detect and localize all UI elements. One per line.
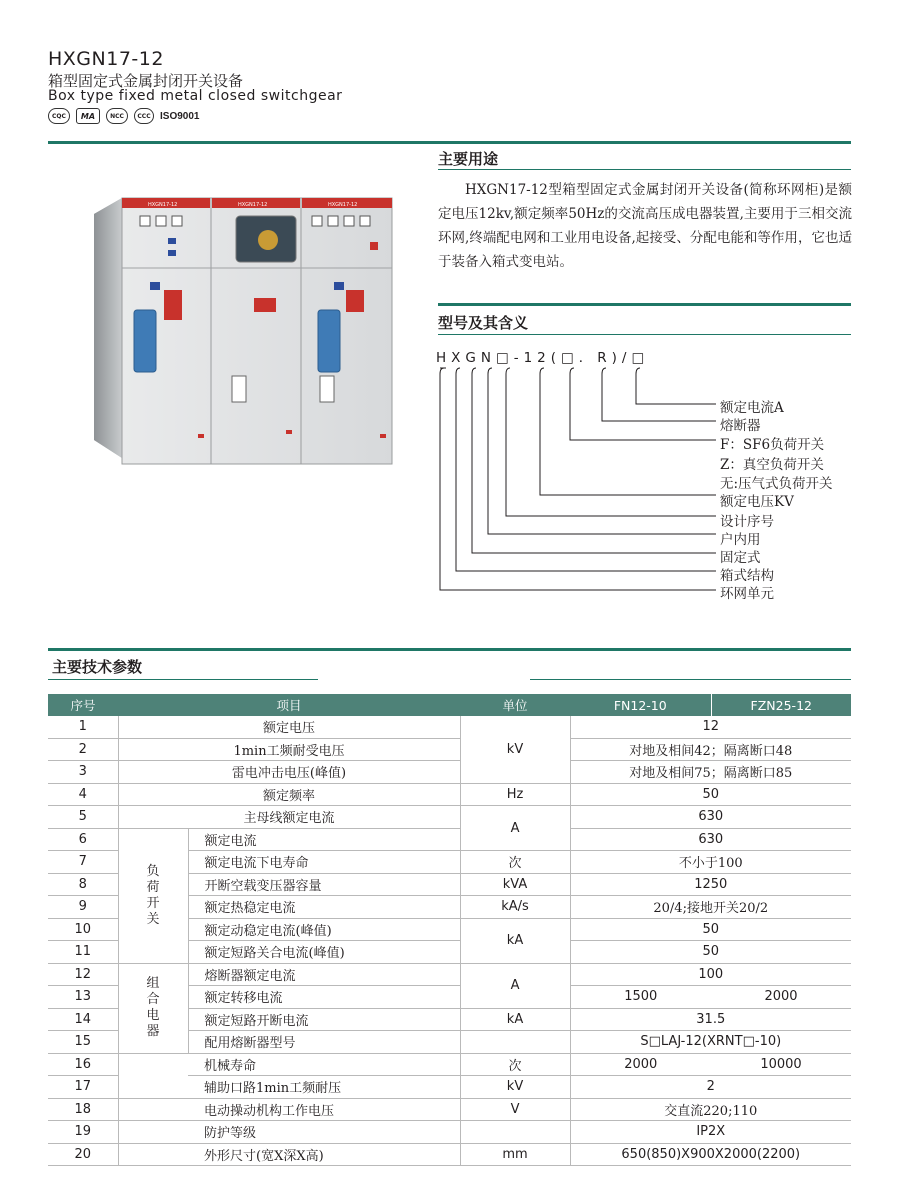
model-divider (438, 303, 851, 306)
certification-logos (48, 108, 199, 124)
product-title-en: Box type fixed metal closed switchgear (48, 88, 343, 104)
ncc-logo: NCC (106, 108, 128, 124)
row-item: 额定短路开断电流 (188, 1008, 460, 1031)
row-item: 额定频率 (118, 783, 460, 806)
specs-table (48, 694, 851, 1166)
row-value-fzn25: 2000 (711, 986, 851, 1009)
row-item: 防护等级 (188, 1121, 460, 1144)
row-item: 1min工频耐受电压 (118, 738, 460, 761)
row-item: 额定电压 (118, 716, 460, 738)
row-unit (460, 1031, 570, 1054)
row-value: 对地及相间42；隔离断口48 (570, 738, 851, 761)
row-value: 20/4;接地开关20/2 (570, 896, 851, 919)
row-item: 额定动稳定电流(峰值) (188, 918, 460, 941)
row-item: 开断空载变压器容量 (188, 873, 460, 896)
row-unit: kA (460, 1008, 570, 1031)
row-value: 对地及相间75；隔离断口85 (570, 761, 851, 784)
row-value: 650(850)X900X2000(2200) (570, 1143, 851, 1166)
row-item: 额定电流 (188, 828, 460, 851)
row-no: 6 (48, 828, 118, 851)
row-item: 外形尺寸(宽X深X高) (188, 1143, 460, 1166)
specs-underline-left (48, 679, 318, 680)
row-value: 31.5 (570, 1008, 851, 1031)
model-code: HXGN□-12(□．R)/□ (436, 350, 650, 366)
specs-divider (48, 648, 851, 651)
row-value: 50 (570, 941, 851, 964)
row-no: 5 (48, 806, 118, 829)
panel-label-3: HXGN17-12 (328, 202, 358, 208)
row-unit: 次 (460, 851, 570, 874)
row-no: 12 (48, 963, 118, 986)
row-no: 15 (48, 1031, 118, 1054)
row-no: 19 (48, 1121, 118, 1144)
model-heading: 型号及其含义 (438, 314, 529, 332)
row-no: 3 (48, 761, 118, 784)
model-code-connector-lines (430, 364, 730, 604)
row-item: 机械寿命 (188, 1053, 460, 1076)
row-item: 额定短路关合电流(峰值) (188, 941, 460, 964)
model-item-design-no: 设计序号 (720, 514, 774, 530)
table-row (48, 716, 851, 738)
row-value: IP2X (570, 1121, 851, 1144)
group-combined: 组合电器 (118, 963, 188, 1053)
product-model: HXGN17-12 (48, 48, 164, 70)
model-item-box: 箱式结构 (720, 568, 774, 584)
table-row (48, 783, 851, 806)
row-unit: V (460, 1098, 570, 1121)
table-row (48, 1076, 851, 1099)
row-unit: A (460, 806, 570, 851)
table-row (48, 1143, 851, 1166)
row-item: 额定电流下电寿命 (188, 851, 460, 874)
row-no: 17 (48, 1076, 118, 1099)
row-unit: kVA (460, 873, 570, 896)
table-row (48, 1121, 851, 1144)
usage-text: HXGN17-12型箱型固定式金属封闭开关设备(简称环网柜)是额定电压12kv,额定频率50Hz的交流高压成电器装置,主要用于三相交流环网,终端配电网和工业用电设备,起接受、分配电能和等作用，它也适于装备入箱式变电站。 (438, 182, 852, 270)
row-value-fzn25: 10000 (711, 1053, 851, 1076)
row-no: 20 (48, 1143, 118, 1166)
row-value-fn12: 1500 (570, 986, 711, 1009)
col-header-no: 序号 (48, 694, 118, 716)
col-header-fn12: FN12-10 (570, 694, 711, 716)
model-item-rated-current: 额定电流A (720, 400, 784, 416)
model-item-ring-unit: 环网单元 (720, 586, 774, 602)
row-no: 10 (48, 918, 118, 941)
row-value: 12 (570, 716, 851, 738)
row-no: 16 (48, 1053, 118, 1076)
row-no: 14 (48, 1008, 118, 1031)
col-header-fzn25: FZN25-12 (711, 694, 851, 716)
model-item-fuse: 熔断器 (720, 418, 761, 434)
model-item-vacuum: Z：真空负荷开关 (720, 457, 824, 473)
row-unit: kV (460, 716, 570, 783)
row-no: 18 (48, 1098, 118, 1121)
iso9001-logo: ISO9001 (160, 110, 200, 122)
panel-label-2: HXGN17-12 (238, 202, 268, 208)
cqc-logo: CQC (48, 108, 70, 124)
row-item: 配用熔断器型号 (188, 1031, 460, 1054)
switchgear-cabinet-image (90, 190, 400, 475)
table-row (48, 1053, 851, 1076)
model-item-indoor: 户内用 (720, 532, 761, 548)
model-underline (438, 334, 851, 335)
row-value: 交直流220;110 (570, 1098, 851, 1121)
model-item-air: 无:压气式负荷开关 (720, 476, 833, 492)
table-row (48, 828, 851, 851)
row-no: 7 (48, 851, 118, 874)
usage-heading: 主要用途 (438, 150, 499, 168)
table-row (48, 738, 851, 761)
table-row (48, 963, 851, 986)
row-unit: kA (460, 918, 570, 963)
row-item: 额定热稳定电流 (188, 896, 460, 919)
ccc-logo: CCC (134, 108, 154, 124)
specs-header-row (48, 694, 851, 716)
usage-underline (438, 169, 851, 170)
row-unit: kV (460, 1076, 570, 1099)
row-no: 13 (48, 986, 118, 1009)
row-value: 100 (570, 963, 851, 986)
specs-underline-right (530, 679, 851, 680)
model-item-fixed: 固定式 (720, 550, 761, 566)
row-value: 630 (570, 828, 851, 851)
row-unit: kA/s (460, 896, 570, 919)
row-unit: Hz (460, 783, 570, 806)
col-header-item: 项目 (118, 694, 460, 716)
row-unit: mm (460, 1143, 570, 1166)
table-row (48, 761, 851, 784)
row-value: 1250 (570, 873, 851, 896)
row-item: 主母线额定电流 (118, 806, 460, 829)
row-no: 11 (48, 941, 118, 964)
row-item: 雷电冲击电压(峰值) (118, 761, 460, 784)
row-no: 9 (48, 896, 118, 919)
row-value: 630 (570, 806, 851, 829)
row-value-fn12: 2000 (570, 1053, 711, 1076)
row-item: 电动操动机构工作电压 (188, 1098, 460, 1121)
row-unit (460, 1121, 570, 1144)
specs-heading: 主要技术参数 (52, 658, 143, 676)
col-header-unit: 单位 (460, 694, 570, 716)
row-item: 辅助口路1min工频耐压 (188, 1076, 460, 1099)
row-unit: 次 (460, 1053, 570, 1076)
model-item-sf6: F：SF6负荷开关 (720, 437, 825, 453)
row-no: 8 (48, 873, 118, 896)
row-no: 1 (48, 716, 118, 738)
row-value: S□LAJ-12(XRNT□-10) (570, 1031, 851, 1054)
table-row (48, 1098, 851, 1121)
row-item: 额定转移电流 (188, 986, 460, 1009)
row-value: 50 (570, 918, 851, 941)
row-value: 2 (570, 1076, 851, 1099)
row-item: 熔断器额定电流 (188, 963, 460, 986)
header-divider (48, 141, 851, 144)
row-value: 不小于100 (570, 851, 851, 874)
row-no: 2 (48, 738, 118, 761)
row-value: 50 (570, 783, 851, 806)
product-title-cn: 箱型固定式金属封闭开关设备 (48, 72, 244, 90)
row-unit: A (460, 963, 570, 1008)
row-no: 4 (48, 783, 118, 806)
model-item-rated-voltage: 额定电压KV (720, 494, 794, 510)
cma-logo: MA (76, 108, 100, 124)
group-load-switch: 负荷开关 (118, 828, 188, 963)
table-row (48, 806, 851, 829)
panel-label-1: HXGN17-12 (148, 202, 178, 208)
